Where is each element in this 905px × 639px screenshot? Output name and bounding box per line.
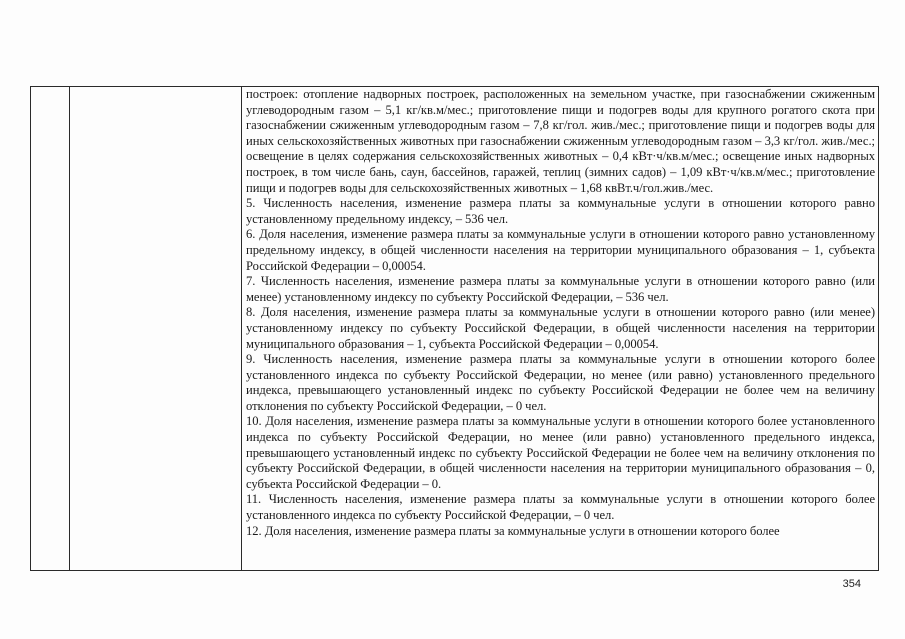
page-number: 354: [842, 578, 861, 590]
paragraph-item-5: 5. Численность населения, изменение размера платы за коммунальные услуги в отношении которого равно установленному предельному индексу, – 536 чел.: [246, 196, 875, 226]
paragraph-continuation: построек: отопление надворных построек, расположенных на земельном участке, при газоснабжении сжиженным углеводородным газом – 5,1 кг/кв.м/мес.; приготовление пищи и подогрев воды для крупного рогатого скота при газоснабжении сжиженным углеводородным газом – 7,8 кг/гол. жив./мес.; приготовление пищи и подогрев воды для иных сельскохозяйственных животных при газоснабжении сжиженным углеводородным газом – 3,3 кг/гол. жив./мес.; освещение в целях содержания сельскохозяйственных животных – 0,4 кВт·ч/кв.м/мес.; освещение иных надворных построек, в том числе бань, саун, бассейнов, гаражей, теплиц (зимних садов) – 1,09 кВт·ч/кв.м/мес.; приготовление пищи и подогрев воды для сельскохозяйственных животных – 1,68 квВт.ч/гол.жив./мес.: [246, 87, 875, 195]
paragraph-item-11: 11. Численность населения, изменение размера платы за коммунальные услуги в отношении которого более установленного индекса по субъекту Российской Федерации, – 0 чел.: [246, 492, 875, 523]
paragraph-item-12: 12. Доля населения, изменение размера платы за коммунальные услуги в отношении которого более: [246, 523, 780, 538]
paragraph-item-10: 10. Доля населения, изменение размера платы за коммунальные услуги в отношении которого более установленного индекса по субъекту Российской Федерации, но менее (или равно) установленного предельного индекса, превышающего установленный индекс по субъекту Российской Федерации не более чем на величину отклонения по субъекту Российской Федерации, в общей численности населения на территории муниципального образования – 0, субъекта Российской Федерации – 0.: [246, 414, 875, 491]
paragraph-item-7: 7. Численность населения, изменение размера платы за коммунальные услуги в отношении которого равно (или менее) установленному индексу по субъекту Российской Федерации, – 536 чел.: [246, 274, 875, 304]
table-cell-description: [242, 87, 879, 571]
table-cell-number: [31, 87, 70, 571]
paragraph-item-6: 6. Доля населения, изменение размера платы за коммунальные услуги в отношении которого равно установленному предельному индексу, в общей численности населения на территории муниципального образования – 1, субъекта Российской Федерации – 0,00054.: [246, 227, 875, 273]
table-row: [31, 87, 879, 571]
document-table: [30, 86, 879, 571]
paragraph-item-8: 8. Доля населения, изменение размера платы за коммунальные услуги в отношении которого равно (или менее) установленному индексу по субъекту Российской Федерации, в общей численности населения на территории муниципального образования – 1, субъекта Российской Федерации – 0,00054.: [246, 305, 875, 351]
table-cell-name: [70, 87, 242, 571]
paragraph-item-9: 9. Численность населения, изменение размера платы за коммунальные услуги в отношении которого более установленного индекса по субъекту Российской Федерации, но менее (или равно) установленного предельного индекса, превышающего установленный индекс по субъекту Российской Федерации не более чем на величину отклонения по субъекту Российской Федерации, – 0 чел.: [246, 352, 875, 413]
